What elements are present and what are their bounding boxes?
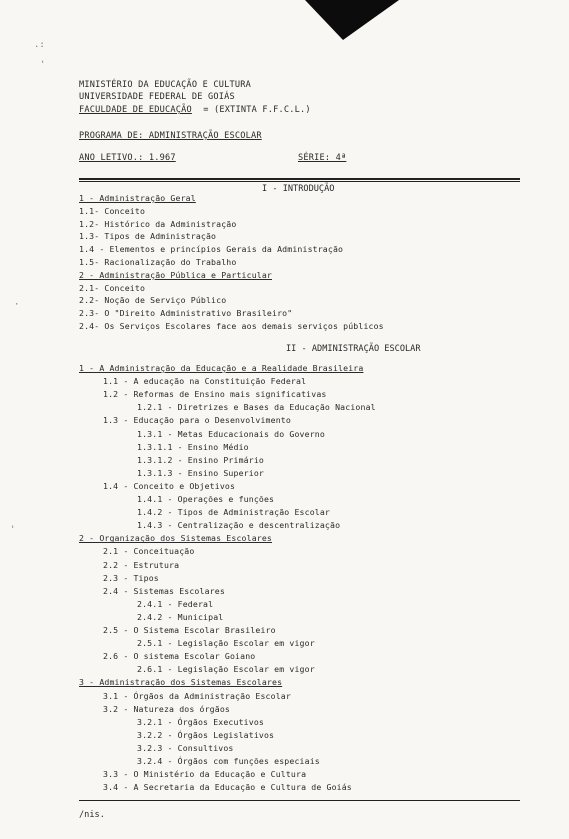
faculty-name: FACULDADE DE EDUCAÇÃO [79,105,192,115]
outline-item: 2 - Administração Pública e Particular [79,269,273,280]
outline-item: 1.4 - Conceito e Objetivos [103,480,236,491]
outline-item: 2.2 - Estrutura [103,559,180,570]
outline-item: 3.2.1 - Órgãos Executivos [137,716,264,727]
faculty-line [79,105,311,115]
outline-item: 1.3 - Educação para o Desenvolvimento [103,415,291,426]
top-rule-thin [79,181,520,182]
outline-item: 2.1- Conceito [79,282,146,293]
outline-item: 1.3- Tipos de Administração [79,231,217,242]
outline-item: 2.6 - O sistema Escolar Goiano [103,651,256,662]
outline-item: 2.3- O "Direito Administrativo Brasileiro" [79,308,293,319]
outline-item: 3.2.3 - Consultivos [137,742,234,753]
outline-item: 1.2 - Reformas de Ensino mais significativas [103,389,327,400]
outline-item: 2.4.1 - Federal [137,598,214,609]
outline-item: 1.2- Histórico da Administração [79,218,237,229]
scan-speck: ' [10,525,16,535]
outline-item: 3.2.4 - Órgãos com funções especiais [137,756,320,766]
outline-item: 2.3 - Tipos [103,572,159,583]
program-line: PROGRAMA DE: ADMINISTRAÇÃO ESCOLAR [79,131,262,141]
outline-item: 2.5 - O Sistema Escolar Brasileiro [103,625,276,635]
outline-item: 1.5- Racionalização do Trabalho [79,257,237,267]
ministry-line: MINISTÉRIO DA EDUCAÇÃO E CULTURA [79,80,251,90]
section-title-introducao: I - INTRODUÇÃO [262,184,335,194]
outline-item: 3 - Administração dos Sistemas Escolares [79,677,283,688]
outline-item: 1.4 - Elementos e princípios Gerais da Administração [79,244,344,255]
bottom-rule [79,800,520,801]
outline-item: 3.2.2 - Órgãos Legislativos [137,729,275,740]
scan-speck: · [14,300,20,310]
outline-item: 2.4.2 - Municipal [137,611,224,622]
outline-item: 1.3.1.3 - Ensino Superior [137,467,264,478]
faculty-note: = (EXTINTA F.F.C.L.) [203,105,311,115]
outline-item: 3.1 - Órgãos da Administração Escolar [103,690,291,701]
outline-item: 1 - A Administração da Educação e a Realidade Brasileira [79,363,364,373]
university-line: UNIVERSIDADE FEDERAL DE GOIÁS [79,92,235,102]
section-title-administracao: II - ADMINISTRAÇÃO ESCOLAR [286,344,421,354]
outline-item: 1.3.1 - Metas Educacionais do Governo [137,428,325,439]
outline-item: 1.4.1 - Operações e funções [137,494,275,504]
outline-item: 1.2.1 - Diretrizes e Bases da Educação Nacional [137,402,376,413]
outline-item: 2.4 - Sistemas Escolares [103,585,225,596]
outline-item: 2.1 - Conceituação [103,546,195,557]
outline-item: 3.2 - Natureza dos órgãos [103,703,230,714]
scan-speck: .: [34,40,45,50]
outline-item: 1.3.1.2 - Ensino Primário [137,454,264,465]
outline-item: 1.4.2 - Tipos de Administração Escolar [137,507,331,518]
outline-item: 2.6.1 - Legislação Escolar em vigor [137,664,315,675]
series-line: SÉRIE: 4ª [298,153,347,163]
outline-item: 1.3.1.1 - Ensino Médio [137,441,249,452]
corner-ink-mark [305,0,399,40]
outline-item: 2.2- Noção de Serviço Público [79,295,227,306]
outline-item: 1 - Administração Geral [79,193,196,203]
top-rule [79,178,520,180]
outline-item: 2 - Organização dos Sistemas Escolares [79,533,273,544]
outline-item: 2.5.1 - Legislação Escolar em vigor [137,638,315,649]
outline-item: 1.1- Conceito [79,205,146,216]
outline-item: 1.1 - A educação na Constituição Federal [103,376,307,387]
outline-item: 2.4- Os Serviços Escolares face aos demais serviços públicos [79,321,384,331]
outline-item: 1.4.3 - Centralização e descentralização [137,520,341,531]
continuation-mark: /nis. [79,810,105,820]
year-line: ANO LETIVO.: 1.967 [79,153,176,163]
outline-item: 3.3 - O Ministério da Educação e Cultura [103,769,307,780]
scan-speck: ' [40,60,46,70]
outline-item: 3.4 - A Secretaria da Educação e Cultura de Goiás [103,782,352,793]
